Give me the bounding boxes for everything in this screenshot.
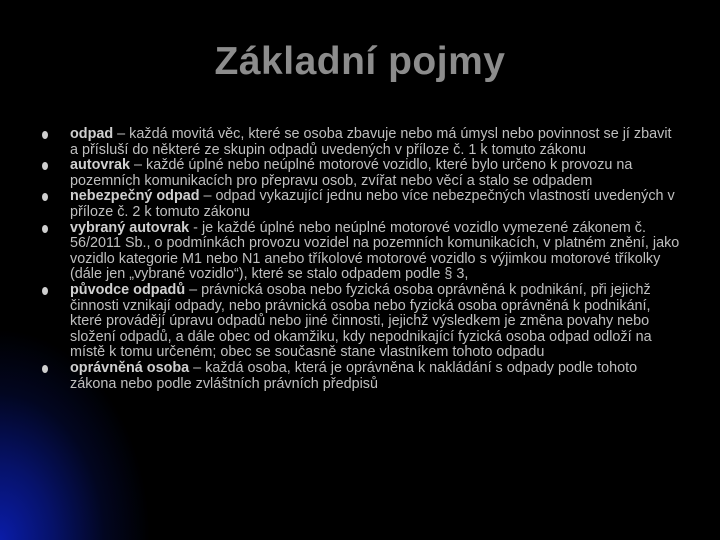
bullet-icon (42, 193, 48, 201)
definition-term: vybraný autovrak (70, 219, 190, 236)
definition-term: nebezpečný odpad (70, 188, 200, 205)
bullet-icon (42, 287, 48, 295)
definition-term: autovrak (70, 157, 130, 174)
definition-item-opravnena-osoba (42, 361, 682, 392)
definition-text: – každá movitá věc, které se osoba zbavuje nebo má úmysl nebo povinnost se jí zbavit a přísluší do některé ze skupin odpadů uvedených v příloze č. 1 k tomuto zákonu (70, 126, 672, 158)
bullet-icon (42, 225, 48, 233)
definition-text: - je každé úplné nebo neúplné motorové vozidlo vymezené zákonem č. 56/2011 Sb., o podmínkách provozu vozidel na pozemních komunikacích, v platném znění, jako vozidlo kategorie M1 nebo N1 anebo tříkolové motorové vozidlo s výjimkou motorové tříkolky (dále jen „vybrané vozidlo“), které se stalo odpadem podle § 3, (70, 219, 680, 283)
definition-item-nebezpecny-odpad (42, 189, 682, 220)
bullet-icon (42, 131, 48, 139)
definition-term: odpad (70, 126, 114, 142)
definition-item-odpad (42, 127, 682, 158)
definition-item-vybrany-autovrak (42, 221, 682, 283)
slide-title: Základní pojmy (214, 40, 506, 83)
definition-term: oprávněná osoba (70, 359, 190, 376)
definition-text: – odpad vykazující jednu nebo více nebezpečných vlastností uvedených v příloze č. 2 k tomuto zákonu (70, 188, 675, 220)
definition-text: – každá osoba, která je oprávněna k nakládání s odpady podle tohoto zákona nebo podle zvláštních právních předpisů (70, 359, 638, 392)
bullet-icon (42, 162, 48, 170)
definition-list (42, 127, 682, 392)
definition-text: – každé úplné nebo neúplné motorové vozidlo, které bylo určeno k provozu na pozemních komunikacích pro přepravu osob, zvířat nebo věcí a stalo se odpadem (70, 157, 633, 189)
definition-term: původce odpadů (70, 281, 186, 298)
bullet-icon (42, 365, 48, 373)
definition-item-puvodce-odpadu (42, 283, 682, 361)
definition-item-autovrak (42, 158, 682, 189)
definition-text: – právnická osoba nebo fyzická osoba oprávněná k podnikání, při jejichž činnosti vznikají odpady, nebo právnická osoba nebo fyzická osoba oprávněná k podnikání, které provádějí úpravu odpadů nebo jiné činnosti, jejichž výsledkem je změna povahy nebo složení odpadů, a dále obec od okamžiku, kdy nepodnikající fyzická osoba odpad odloží na místě k tomu určeném; obec se současně stane vlastníkem tohoto odpadu (70, 281, 652, 361)
